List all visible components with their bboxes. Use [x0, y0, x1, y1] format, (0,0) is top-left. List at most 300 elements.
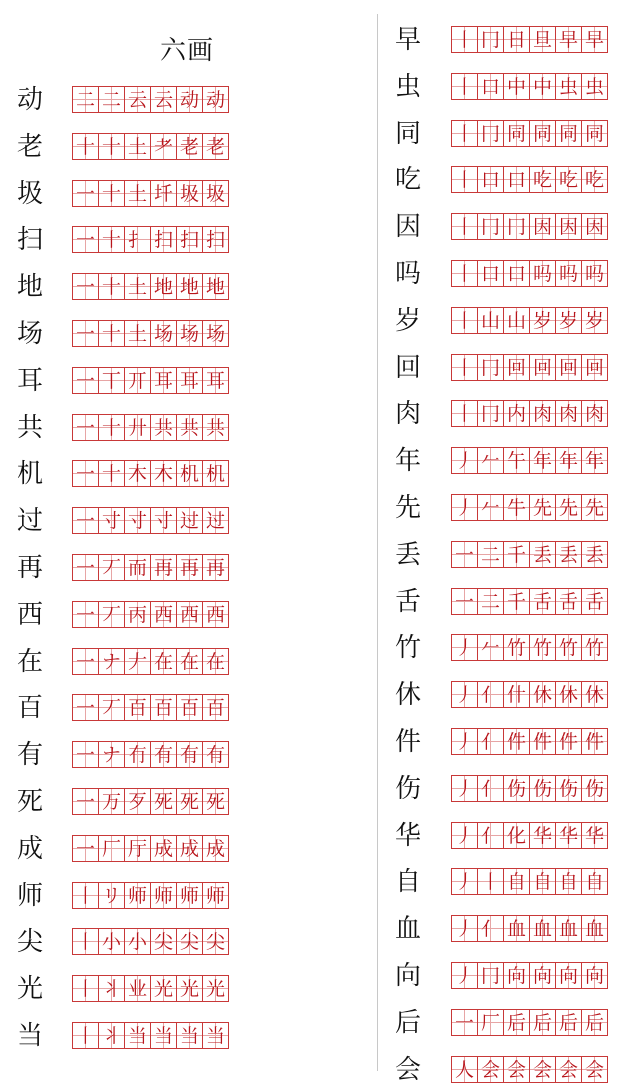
stroke-cell: 丿 — [451, 775, 478, 802]
stroke-cell: 亻 — [477, 775, 504, 802]
character-label: 后 — [394, 1007, 421, 1038]
stroke-cell: 圲 — [150, 180, 177, 207]
stroke-cell: 二 — [98, 86, 125, 113]
stroke-cell: 丨 — [72, 975, 99, 1002]
stroke-cell: 死 — [176, 788, 203, 815]
stroke-cell: 会 — [477, 1056, 504, 1083]
stroke-cell: 老 — [176, 133, 203, 160]
stroke-cell: 丨 — [72, 928, 99, 955]
character-label: 先 — [394, 493, 421, 523]
stroke-cell: 尖 — [150, 928, 177, 955]
stroke-cell: 丨 — [451, 213, 478, 240]
stroke-cell: 尖 — [202, 928, 229, 955]
stroke-cell: 山 — [477, 307, 504, 334]
stroke-cell: 十 — [72, 133, 99, 160]
stroke-cell: 丨 — [451, 307, 478, 334]
character-label: 虫 — [394, 71, 421, 102]
stroke-cell: 动 — [202, 86, 229, 113]
stroke-cell: 𠂉 — [477, 634, 504, 661]
stroke-cell: 丨 — [72, 882, 99, 909]
character-label: 有 — [16, 740, 43, 771]
stroke-cell: 师 — [150, 882, 177, 909]
stroke-cell: 山 — [503, 307, 530, 334]
stroke-cell: 当 — [202, 1022, 229, 1049]
character-label: 场 — [16, 319, 43, 349]
stroke-cell: 丨 — [451, 120, 478, 147]
stroke-cell: 会 — [555, 1056, 582, 1083]
stroke-cell: 丿 — [451, 822, 478, 849]
stroke-cell: 土 — [124, 273, 151, 300]
character-label: 共 — [16, 412, 43, 443]
stroke-cell: 百 — [176, 694, 203, 721]
stroke-order-grid — [451, 120, 607, 147]
stroke-order-grid — [451, 166, 607, 193]
character-label: 在 — [16, 646, 43, 677]
stroke-cell: 早 — [581, 26, 608, 53]
stroke-cell: 一 — [72, 414, 99, 441]
character-label: 早 — [394, 25, 421, 55]
stroke-cell: 什 — [503, 681, 530, 708]
stroke-cell: 耳 — [150, 367, 177, 394]
stroke-cell: 伤 — [503, 775, 530, 802]
character-label: 同 — [394, 118, 421, 149]
stroke-cell: 一 — [72, 180, 99, 207]
character-label: 舌 — [394, 586, 421, 617]
character-label: 扫 — [16, 225, 43, 256]
stroke-cell: 而 — [124, 554, 151, 581]
character-row — [0, 301, 640, 341]
stroke-cell: 一 — [72, 367, 99, 394]
character-row — [0, 160, 640, 200]
stroke-cell: 一 — [72, 648, 99, 675]
stroke-cell: 厂 — [98, 835, 125, 862]
stroke-cell: 土 — [124, 180, 151, 207]
stroke-cell: 一 — [451, 588, 478, 615]
stroke-cell: 午 — [503, 447, 530, 474]
stroke-cell: 自 — [581, 868, 608, 895]
stroke-cell: 一 — [72, 835, 99, 862]
stroke-cell: 一 — [451, 541, 478, 568]
stroke-cell: 口 — [477, 260, 504, 287]
stroke-cell: 后 — [555, 1009, 582, 1036]
stroke-cell: 旦 — [529, 26, 556, 53]
stroke-cell: 丿 — [451, 681, 478, 708]
stroke-cell: 亻 — [477, 681, 504, 708]
character-label: 丢 — [394, 539, 421, 570]
stroke-cell: 𠂉 — [477, 447, 504, 474]
stroke-cell: 百 — [124, 694, 151, 721]
stroke-cell: 会 — [503, 1056, 530, 1083]
character-row — [0, 1050, 640, 1090]
stroke-cell: 当 — [124, 1022, 151, 1049]
stroke-cell: 丿 — [451, 634, 478, 661]
stroke-cell: 成 — [176, 835, 203, 862]
stroke-cell: 中 — [529, 73, 556, 100]
stroke-order-grid — [451, 541, 607, 568]
character-row — [0, 628, 640, 668]
stroke-cell: 回 — [581, 354, 608, 381]
stroke-cell: 一 — [72, 273, 99, 300]
stroke-cell: 死 — [202, 788, 229, 815]
stroke-cell: 同 — [555, 120, 582, 147]
stroke-cell: 吃 — [529, 166, 556, 193]
character-label: 竹 — [394, 633, 421, 664]
stroke-cell: 先 — [581, 494, 608, 521]
stroke-cell: 自 — [529, 868, 556, 895]
character-label: 机 — [16, 459, 43, 490]
stroke-cell: 丿 — [451, 868, 478, 895]
stroke-cell: 地 — [202, 273, 229, 300]
stroke-cell: 一 — [72, 460, 99, 487]
stroke-cell: 光 — [176, 975, 203, 1002]
stroke-cell: 丨 — [477, 868, 504, 895]
stroke-cell: 休 — [555, 681, 582, 708]
stroke-cell: 千 — [503, 541, 530, 568]
stroke-order-grid — [451, 868, 607, 895]
stroke-cell: 会 — [581, 1056, 608, 1083]
stroke-cell: 因 — [555, 213, 582, 240]
character-row — [0, 67, 640, 107]
stroke-order-grid — [451, 728, 607, 755]
stroke-cell: 丨 — [451, 260, 478, 287]
stroke-cell: 丆 — [98, 554, 125, 581]
stroke-cell: 十 — [98, 226, 125, 253]
stroke-cell: 竹 — [581, 634, 608, 661]
stroke-cell: 先 — [555, 494, 582, 521]
stroke-cell: 会 — [529, 1056, 556, 1083]
stroke-cell: 一 — [451, 1009, 478, 1036]
character-label: 光 — [16, 974, 43, 1005]
stroke-cell: 冂 — [503, 213, 530, 240]
stroke-cell: 丢 — [529, 541, 556, 568]
stroke-cell: 一 — [72, 694, 99, 721]
character-row — [0, 722, 640, 762]
stroke-cell: 有 — [202, 741, 229, 768]
stroke-cell: 虫 — [581, 73, 608, 100]
stroke-cell: 木 — [124, 460, 151, 487]
stroke-cell: 光 — [202, 975, 229, 1002]
stroke-cell: 丨 — [451, 73, 478, 100]
stroke-cell: 丆 — [98, 601, 125, 628]
stroke-cell: 丙 — [124, 601, 151, 628]
character-row — [0, 675, 640, 715]
character-label: 向 — [394, 961, 421, 991]
stroke-cell: 休 — [529, 681, 556, 708]
character-row — [0, 769, 640, 809]
stroke-cell: 师 — [124, 882, 151, 909]
stroke-cell: 机 — [176, 460, 203, 487]
stroke-cell: 丬 — [98, 975, 125, 1002]
stroke-cell: 共 — [202, 414, 229, 441]
character-label: 师 — [16, 880, 43, 911]
stroke-cell: 耂 — [150, 133, 177, 160]
stroke-cell: 地 — [176, 273, 203, 300]
stroke-cell: 二 — [72, 86, 99, 113]
character-row — [0, 254, 640, 294]
stroke-cell: 二 — [477, 541, 504, 568]
character-label: 回 — [394, 352, 421, 383]
stroke-cell: 丿 — [451, 728, 478, 755]
stroke-cell: 中 — [503, 73, 530, 100]
stroke-cell: 在 — [150, 648, 177, 675]
stroke-cell: 厅 — [124, 835, 151, 862]
stroke-cell: 年 — [581, 447, 608, 474]
stroke-cell: 牛 — [503, 494, 530, 521]
stroke-cell: 过 — [202, 507, 229, 534]
stroke-order-grid — [451, 915, 607, 942]
character-row — [0, 535, 640, 575]
stroke-cell: 伤 — [581, 775, 608, 802]
stroke-order-grid — [451, 260, 607, 287]
stroke-cell: 共 — [150, 414, 177, 441]
stroke-cell: 岁 — [529, 307, 556, 334]
character-row — [0, 956, 640, 996]
character-row — [0, 114, 640, 154]
stroke-cell: 件 — [555, 728, 582, 755]
stroke-cell: 冂 — [477, 120, 504, 147]
stroke-cell: 内 — [503, 400, 530, 427]
stroke-cell: 寸 — [124, 507, 151, 534]
character-label: 成 — [16, 833, 43, 864]
stroke-cell: 一 — [72, 320, 99, 347]
stroke-cell: 歹 — [124, 788, 151, 815]
stroke-cell: 寸 — [98, 507, 125, 534]
stroke-cell: 舌 — [555, 588, 582, 615]
stroke-cell: 丿 — [451, 447, 478, 474]
stroke-cell: 冂 — [477, 962, 504, 989]
stroke-cell: 同 — [581, 120, 608, 147]
stroke-cell: 吃 — [581, 166, 608, 193]
page-title: 六画 — [160, 36, 215, 66]
stroke-order-grid — [451, 775, 607, 802]
character-label: 死 — [16, 787, 43, 817]
stroke-cell: 西 — [176, 601, 203, 628]
stroke-cell: 动 — [176, 86, 203, 113]
character-label: 血 — [394, 914, 421, 945]
stroke-cell: 𠂉 — [477, 494, 504, 521]
stroke-cell: 一 — [72, 507, 99, 534]
stroke-cell: 共 — [176, 414, 203, 441]
character-label: 圾 — [16, 178, 43, 209]
stroke-order-grid — [451, 447, 607, 474]
stroke-cell: 寸 — [150, 507, 177, 534]
stroke-cell: 伤 — [529, 775, 556, 802]
stroke-cell: 吗 — [555, 260, 582, 287]
stroke-cell: 口 — [503, 260, 530, 287]
stroke-cell: 化 — [503, 822, 530, 849]
character-label: 动 — [16, 85, 43, 115]
stroke-cell: 扫 — [150, 226, 177, 253]
stroke-order-grid — [451, 400, 607, 427]
character-label: 老 — [16, 131, 43, 162]
stroke-cell: 竹 — [503, 634, 530, 661]
stroke-cell: 光 — [150, 975, 177, 1002]
stroke-cell: 岁 — [581, 307, 608, 334]
stroke-cell: 圾 — [176, 180, 203, 207]
stroke-cell: 亻 — [477, 728, 504, 755]
stroke-cell: 华 — [581, 822, 608, 849]
stroke-cell: 过 — [176, 507, 203, 534]
stroke-cell: 十 — [98, 414, 125, 441]
stroke-cell: 吗 — [529, 260, 556, 287]
character-row — [0, 1003, 640, 1043]
stroke-cell: 西 — [202, 601, 229, 628]
stroke-cell: 口 — [477, 73, 504, 100]
stroke-cell: 吗 — [581, 260, 608, 287]
stroke-cell: 回 — [555, 354, 582, 381]
stroke-cell: 虫 — [555, 73, 582, 100]
stroke-cell: 扫 — [202, 226, 229, 253]
stroke-cell: 早 — [555, 26, 582, 53]
stroke-cell: 有 — [176, 741, 203, 768]
stroke-cell: 吃 — [555, 166, 582, 193]
character-label: 百 — [16, 693, 43, 724]
stroke-cell: 冂 — [477, 400, 504, 427]
stroke-cell: 万 — [98, 788, 125, 815]
stroke-cell: ナ — [98, 741, 125, 768]
stroke-cell: 十 — [98, 273, 125, 300]
character-label: 年 — [394, 446, 421, 477]
stroke-order-grid — [451, 588, 607, 615]
stroke-cell: 冂 — [477, 213, 504, 240]
stroke-cell: 肉 — [529, 400, 556, 427]
character-row — [0, 816, 640, 856]
stroke-cell: 𠂇 — [124, 648, 151, 675]
stroke-cell: 自 — [555, 868, 582, 895]
stroke-cell: リ — [98, 882, 125, 909]
stroke-cell: 向 — [503, 962, 530, 989]
stroke-cell: 丨 — [451, 354, 478, 381]
stroke-cell: 云 — [124, 86, 151, 113]
stroke-order-grid — [451, 73, 607, 100]
stroke-cell: 西 — [150, 601, 177, 628]
character-label: 因 — [394, 212, 421, 243]
character-row — [0, 488, 640, 528]
stroke-cell: 后 — [503, 1009, 530, 1036]
stroke-cell: 竹 — [529, 634, 556, 661]
stroke-order-grid — [451, 354, 607, 381]
stroke-cell: 百 — [150, 694, 177, 721]
stroke-cell: 后 — [529, 1009, 556, 1036]
character-label: 华 — [394, 820, 421, 851]
stroke-cell: 竹 — [555, 634, 582, 661]
stroke-cell: 丢 — [581, 541, 608, 568]
stroke-cell: 同 — [529, 120, 556, 147]
stroke-cell: 冂 — [477, 354, 504, 381]
character-label: 肉 — [394, 399, 421, 430]
stroke-cell: 一 — [72, 788, 99, 815]
character-row — [0, 862, 640, 902]
stroke-cell: 土 — [124, 133, 151, 160]
stroke-cell: 再 — [202, 554, 229, 581]
stroke-cell: 地 — [150, 273, 177, 300]
stroke-cell: 场 — [176, 320, 203, 347]
stroke-cell: 成 — [150, 835, 177, 862]
stroke-cell: 师 — [202, 882, 229, 909]
stroke-cell: 在 — [176, 648, 203, 675]
stroke-cell: 丨 — [451, 26, 478, 53]
character-label: 当 — [16, 1021, 43, 1051]
stroke-cell: 耳 — [176, 367, 203, 394]
character-label: 耳 — [16, 365, 43, 396]
stroke-cell: 丌 — [124, 367, 151, 394]
stroke-cell: 再 — [150, 554, 177, 581]
stroke-cell: 后 — [581, 1009, 608, 1036]
stroke-cell: 圾 — [202, 180, 229, 207]
stroke-order-grid — [451, 962, 607, 989]
stroke-order-grid — [451, 494, 607, 521]
stroke-cell: 业 — [124, 975, 151, 1002]
stroke-cell: 舌 — [529, 588, 556, 615]
stroke-cell: 年 — [529, 447, 556, 474]
stroke-cell: 丆 — [98, 694, 125, 721]
stroke-cell: 血 — [581, 915, 608, 942]
stroke-cell: 华 — [555, 822, 582, 849]
stroke-cell: 扫 — [176, 226, 203, 253]
stroke-cell: 件 — [529, 728, 556, 755]
stroke-cell: 场 — [202, 320, 229, 347]
stroke-cell: 亻 — [477, 915, 504, 942]
character-label: 西 — [16, 599, 43, 630]
stroke-cell: 岁 — [555, 307, 582, 334]
character-label: 尖 — [16, 927, 43, 958]
stroke-cell: 丨 — [451, 400, 478, 427]
stroke-cell: 向 — [581, 962, 608, 989]
stroke-cell: 冂 — [477, 26, 504, 53]
stroke-cell: 血 — [555, 915, 582, 942]
stroke-cell: 丬 — [98, 1022, 125, 1049]
character-row — [0, 909, 640, 949]
stroke-cell: 口 — [477, 166, 504, 193]
stroke-cell: 日 — [503, 26, 530, 53]
stroke-cell: 当 — [150, 1022, 177, 1049]
stroke-cell: 丿 — [451, 962, 478, 989]
stroke-order-grid — [451, 213, 607, 240]
stroke-cell: 在 — [202, 648, 229, 675]
stroke-cell: 丿 — [451, 915, 478, 942]
stroke-order-grid — [451, 822, 607, 849]
stroke-cell: 十 — [98, 133, 125, 160]
stroke-cell: 向 — [555, 962, 582, 989]
stroke-order-grid — [451, 26, 607, 53]
character-label: 伤 — [394, 773, 421, 804]
stroke-cell: ナ — [98, 648, 125, 675]
stroke-cell: 十 — [98, 460, 125, 487]
stroke-cell: 回 — [529, 354, 556, 381]
stroke-cell: 肉 — [581, 400, 608, 427]
stroke-cell: 年 — [555, 447, 582, 474]
stroke-cell: 丢 — [555, 541, 582, 568]
character-label: 再 — [16, 553, 43, 583]
stroke-cell: 当 — [176, 1022, 203, 1049]
stroke-cell: 厂 — [477, 1009, 504, 1036]
stroke-cell: 件 — [581, 728, 608, 755]
stroke-cell: 口 — [503, 166, 530, 193]
stroke-cell: 回 — [503, 354, 530, 381]
stroke-order-grid — [451, 1056, 607, 1083]
stroke-cell: 丿 — [451, 494, 478, 521]
character-label: 件 — [394, 727, 421, 757]
character-label: 自 — [394, 867, 421, 898]
character-label: 地 — [16, 272, 43, 303]
stroke-cell: 扌 — [124, 226, 151, 253]
stroke-cell: 尖 — [176, 928, 203, 955]
stroke-cell: 华 — [529, 822, 556, 849]
stroke-cell: 因 — [581, 213, 608, 240]
stroke-cell: 小 — [98, 928, 125, 955]
stroke-cell: 老 — [202, 133, 229, 160]
character-label: 吃 — [394, 165, 421, 196]
